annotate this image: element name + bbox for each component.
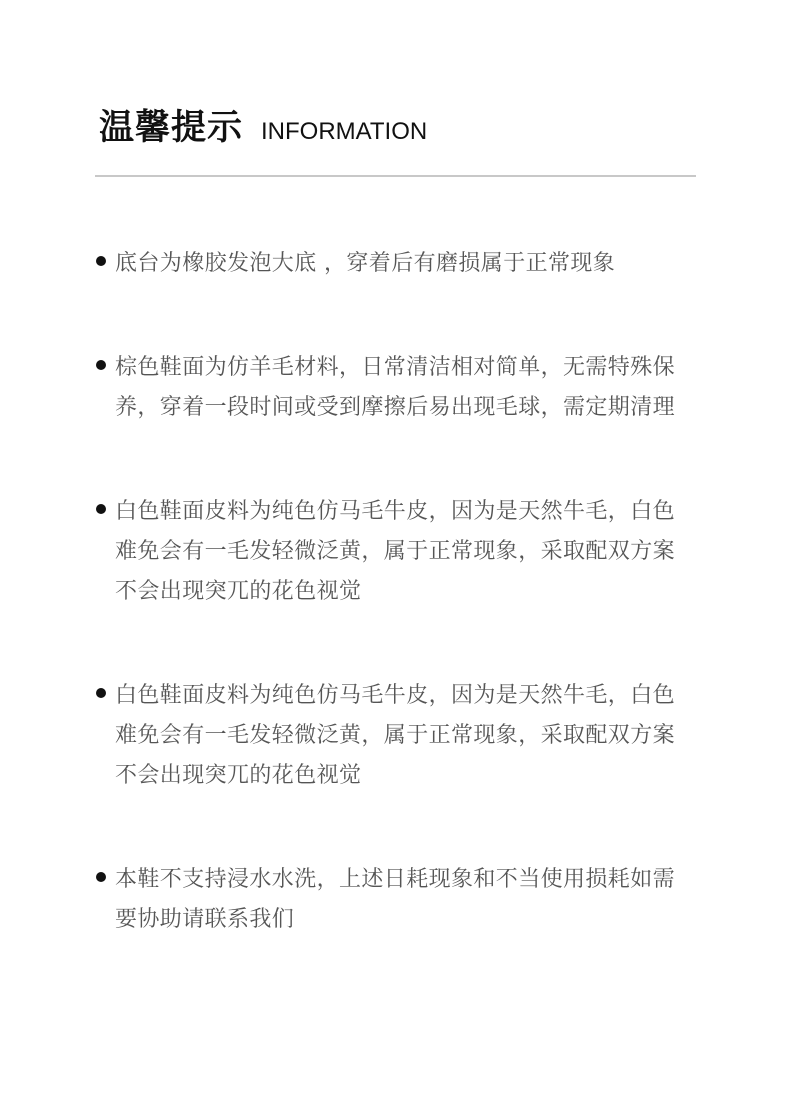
info-item bbox=[95, 860, 695, 940]
info-item bbox=[95, 244, 695, 284]
info-item bbox=[95, 676, 695, 796]
info-item-text: 本鞋不支持浸水水洗，上述日耗现象和不当使用损耗如需要协助请联系我们 bbox=[115, 867, 676, 932]
info-item bbox=[95, 492, 695, 612]
bullet-dot-icon bbox=[96, 256, 106, 266]
page-subtitle: INFORMATION bbox=[261, 118, 428, 145]
info-item-text: 白色鞋面皮料为纯色仿马毛牛皮，因为是天然牛毛，白色难免会有一毛发轻微泛黄，属于正常现象，采取配双方案不会出现突兀的花色视觉 bbox=[115, 683, 676, 788]
page-header bbox=[99, 100, 699, 150]
info-item-text: 底台为橡胶发泡大底 ，穿着后有磨损属于正常现象 bbox=[115, 251, 616, 276]
bullet-dot-icon bbox=[96, 360, 106, 370]
page-title: 温馨提示 bbox=[99, 108, 244, 148]
header-divider bbox=[95, 175, 696, 177]
bullet-dot-icon bbox=[96, 872, 106, 882]
bullet-dot-icon bbox=[96, 688, 106, 698]
info-item-text: 棕色鞋面为仿羊毛材料，日常清洁相对简单，无需特殊保养，穿着一段时间或受到摩擦后易出现毛球，需定期清理 bbox=[115, 355, 676, 420]
bullet-dot-icon bbox=[96, 504, 106, 514]
info-item bbox=[95, 348, 695, 428]
info-item-text: 白色鞋面皮料为纯色仿马毛牛皮，因为是天然牛毛，白色难免会有一毛发轻微泛黄，属于正常现象，采取配双方案不会出现突兀的花色视觉 bbox=[115, 499, 676, 604]
